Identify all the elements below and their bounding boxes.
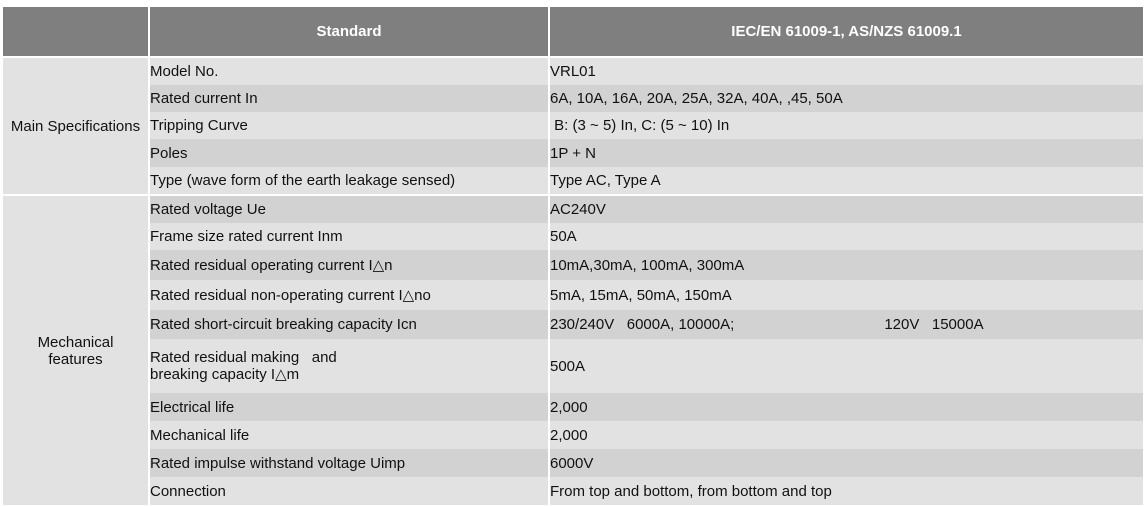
table-row [3,112,1143,139]
row-label: Electrical life [149,393,549,421]
header-corner-cell [3,7,149,57]
row-value: 2,000 [549,421,1143,449]
row-label: Mechanical life [149,421,549,449]
row-value: B: (3 ~ 5) In, C: (5 ~ 10) In [549,112,1143,139]
table-row [3,195,1143,223]
table-row [3,310,1143,339]
table-row [3,57,1143,85]
standard-header-value: IEC/EN 61009-1, AS/NZS 61009.1 [549,7,1143,57]
row-label: Type (wave form of the earth leakage sensed) [149,167,549,195]
table-row [3,223,1143,250]
specification-table [3,7,1143,505]
row-label [149,339,549,393]
row-label: Rated impulse withstand voltage Uimp [149,449,549,477]
row-label: Model No. [149,57,549,85]
table-row [3,167,1143,195]
row-value: From top and bottom, from bottom and top [549,477,1143,505]
row-value-part: 230/240V 6000A, 10000A; [550,316,735,333]
table-row [3,421,1143,449]
row-label: Tripping Curve [149,112,549,139]
row-value: 500A [549,339,1143,393]
row-label: Rated residual non-operating current I△no [149,280,549,310]
table-row [3,85,1143,112]
group-label-mechanical: Mechanical features [3,195,149,505]
row-value: 5mA, 15mA, 50mA, 150mA [549,280,1143,310]
table-row [3,250,1143,280]
row-value [549,310,1143,339]
table-row [3,139,1143,167]
table-row [3,477,1143,505]
row-value-part: 120V 15000A [884,316,984,333]
row-value: Type AC, Type A [549,167,1143,195]
row-label: Rated current In [149,85,549,112]
table-row [3,280,1143,310]
row-label: Rated voltage Ue [149,195,549,223]
row-value: 2,000 [549,393,1143,421]
row-label: Frame size rated current Inm [149,223,549,250]
row-label-line: Rated residual making and [150,349,337,366]
standard-header-label: Standard [149,7,549,57]
row-value: VRL01 [549,57,1143,85]
table-row [3,449,1143,477]
group-label-main: Main Specifications [3,57,149,195]
row-value: 1P + N [549,139,1143,167]
row-label: Rated residual operating current I△n [149,250,549,280]
header-row [3,7,1143,57]
row-label-line: breaking capacity I△m [150,366,300,383]
row-value: 10mA,30mA, 100mA, 300mA [549,250,1143,280]
table-row [3,393,1143,421]
row-value: 6A, 10A, 16A, 20A, 25A, 32A, 40A, ,45, 50A [549,85,1143,112]
row-value: 50A [549,223,1143,250]
row-value: 6000V [549,449,1143,477]
table-row [3,339,1143,393]
row-label: Connection [149,477,549,505]
row-label: Rated short-circuit breaking capacity Icn [149,310,549,339]
row-label: Poles [149,139,549,167]
row-value: AC240V [549,195,1143,223]
